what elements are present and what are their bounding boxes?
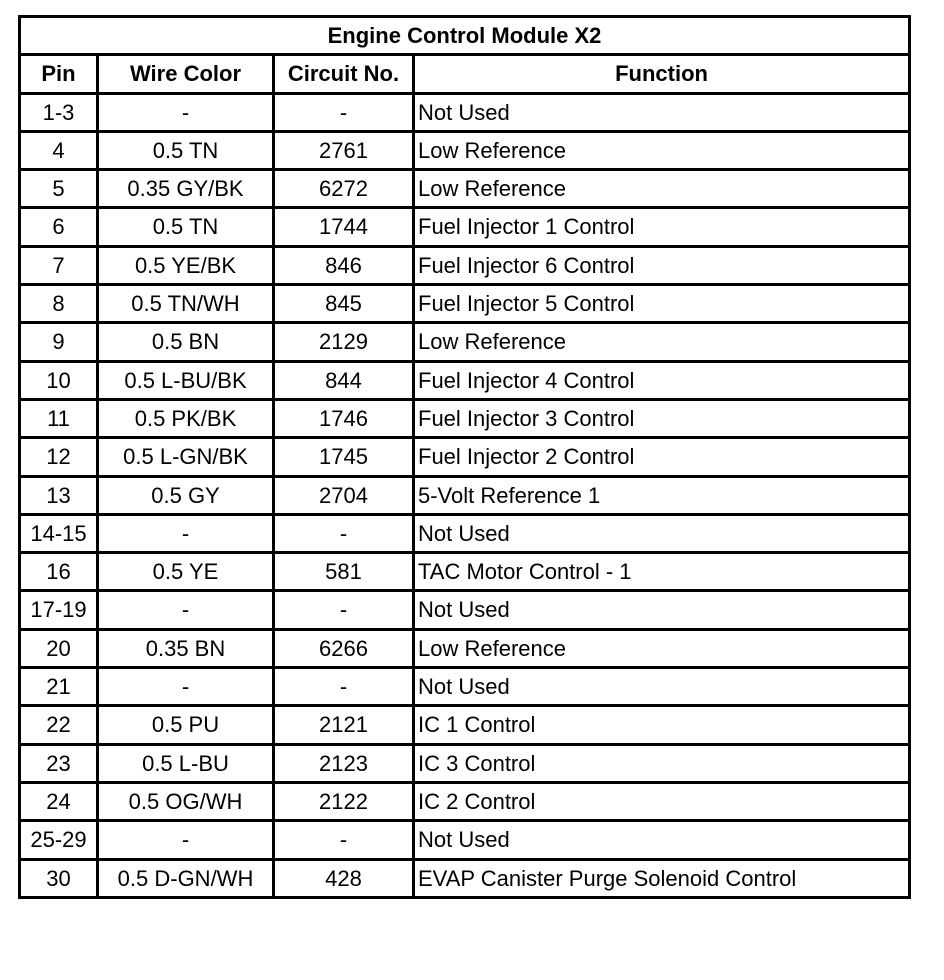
table-row: [20, 399, 910, 437]
cell-pin: 9: [20, 323, 98, 361]
table-row: [20, 821, 910, 859]
cell-function: Fuel Injector 2 Control: [414, 438, 910, 476]
cell-circuit-no: 2121: [274, 706, 414, 744]
table-row: [20, 668, 910, 706]
table-row: [20, 438, 910, 476]
cell-function: 5-Volt Reference 1: [414, 476, 910, 514]
cell-wire-color: 0.5 TN: [98, 131, 274, 169]
cell-pin: 16: [20, 553, 98, 591]
cell-function: IC 3 Control: [414, 744, 910, 782]
cell-circuit-no: 844: [274, 361, 414, 399]
cell-pin: 20: [20, 629, 98, 667]
cell-pin: 8: [20, 285, 98, 323]
cell-function: Fuel Injector 3 Control: [414, 399, 910, 437]
cell-wire-color: 0.5 PK/BK: [98, 399, 274, 437]
cell-function: Low Reference: [414, 170, 910, 208]
table-row: [20, 514, 910, 552]
cell-pin: 17-19: [20, 591, 98, 629]
cell-function: Low Reference: [414, 131, 910, 169]
cell-function: EVAP Canister Purge Solenoid Control: [414, 859, 910, 897]
cell-wire-color: 0.5 YE/BK: [98, 246, 274, 284]
table-row: [20, 323, 910, 361]
table-row: [20, 285, 910, 323]
header-circuit-no: Circuit No.: [274, 55, 414, 93]
table-row: [20, 476, 910, 514]
cell-circuit-no: 581: [274, 553, 414, 591]
cell-pin: 25-29: [20, 821, 98, 859]
cell-wire-color: 0.5 PU: [98, 706, 274, 744]
cell-circuit-no: 2704: [274, 476, 414, 514]
cell-function: Fuel Injector 6 Control: [414, 246, 910, 284]
table-title-row: [20, 17, 910, 55]
cell-pin: 21: [20, 668, 98, 706]
cell-wire-color: 0.5 L-GN/BK: [98, 438, 274, 476]
cell-wire-color: 0.5 GY: [98, 476, 274, 514]
table-row: [20, 706, 910, 744]
cell-wire-color: 0.35 GY/BK: [98, 170, 274, 208]
cell-pin: 6: [20, 208, 98, 246]
cell-wire-color: 0.5 TN/WH: [98, 285, 274, 323]
cell-wire-color: 0.5 YE: [98, 553, 274, 591]
cell-function: TAC Motor Control - 1: [414, 553, 910, 591]
cell-circuit-no: 1746: [274, 399, 414, 437]
table-row: [20, 131, 910, 169]
cell-wire-color: -: [98, 821, 274, 859]
cell-circuit-no: -: [274, 821, 414, 859]
table-row: [20, 591, 910, 629]
cell-function: IC 1 Control: [414, 706, 910, 744]
cell-circuit-no: -: [274, 93, 414, 131]
cell-wire-color: 0.5 TN: [98, 208, 274, 246]
cell-pin: 4: [20, 131, 98, 169]
table-row: [20, 782, 910, 820]
table-row: [20, 93, 910, 131]
table-row: [20, 744, 910, 782]
cell-pin: 23: [20, 744, 98, 782]
table-row: [20, 553, 910, 591]
cell-pin: 24: [20, 782, 98, 820]
cell-circuit-no: 2122: [274, 782, 414, 820]
cell-circuit-no: 845: [274, 285, 414, 323]
table-row: [20, 361, 910, 399]
cell-function: Fuel Injector 5 Control: [414, 285, 910, 323]
table-header-row: [20, 55, 910, 93]
cell-function: Not Used: [414, 821, 910, 859]
cell-function: Fuel Injector 1 Control: [414, 208, 910, 246]
cell-pin: 14-15: [20, 514, 98, 552]
cell-wire-color: 0.5 OG/WH: [98, 782, 274, 820]
cell-wire-color: 0.5 D-GN/WH: [98, 859, 274, 897]
cell-pin: 13: [20, 476, 98, 514]
cell-circuit-no: 6272: [274, 170, 414, 208]
cell-circuit-no: 428: [274, 859, 414, 897]
cell-function: Low Reference: [414, 323, 910, 361]
cell-circuit-no: -: [274, 668, 414, 706]
cell-circuit-no: -: [274, 591, 414, 629]
connector-pinout-table: [18, 15, 911, 899]
cell-function: Fuel Injector 4 Control: [414, 361, 910, 399]
cell-pin: 30: [20, 859, 98, 897]
header-wire-color: Wire Color: [98, 55, 274, 93]
table-body: [20, 93, 910, 897]
table-row: [20, 170, 910, 208]
cell-pin: 11: [20, 399, 98, 437]
cell-function: IC 2 Control: [414, 782, 910, 820]
cell-wire-color: -: [98, 591, 274, 629]
cell-pin: 5: [20, 170, 98, 208]
cell-pin: 1-3: [20, 93, 98, 131]
header-function: Function: [414, 55, 910, 93]
cell-circuit-no: 846: [274, 246, 414, 284]
cell-wire-color: -: [98, 668, 274, 706]
table-title: Engine Control Module X2: [20, 17, 910, 55]
cell-function: Not Used: [414, 591, 910, 629]
cell-wire-color: 0.35 BN: [98, 629, 274, 667]
cell-pin: 22: [20, 706, 98, 744]
cell-pin: 7: [20, 246, 98, 284]
cell-circuit-no: -: [274, 514, 414, 552]
cell-pin: 10: [20, 361, 98, 399]
table-row: [20, 859, 910, 897]
cell-function: Low Reference: [414, 629, 910, 667]
table-row: [20, 246, 910, 284]
cell-circuit-no: 6266: [274, 629, 414, 667]
cell-wire-color: -: [98, 514, 274, 552]
cell-wire-color: 0.5 BN: [98, 323, 274, 361]
cell-function: Not Used: [414, 93, 910, 131]
cell-circuit-no: 2123: [274, 744, 414, 782]
cell-function: Not Used: [414, 514, 910, 552]
cell-circuit-no: 1745: [274, 438, 414, 476]
cell-wire-color: -: [98, 93, 274, 131]
cell-circuit-no: 2129: [274, 323, 414, 361]
cell-pin: 12: [20, 438, 98, 476]
cell-wire-color: 0.5 L-BU: [98, 744, 274, 782]
table-row: [20, 208, 910, 246]
connector-table-container: [18, 15, 908, 899]
cell-wire-color: 0.5 L-BU/BK: [98, 361, 274, 399]
cell-circuit-no: 1744: [274, 208, 414, 246]
cell-circuit-no: 2761: [274, 131, 414, 169]
cell-function: Not Used: [414, 668, 910, 706]
table-row: [20, 629, 910, 667]
header-pin: Pin: [20, 55, 98, 93]
